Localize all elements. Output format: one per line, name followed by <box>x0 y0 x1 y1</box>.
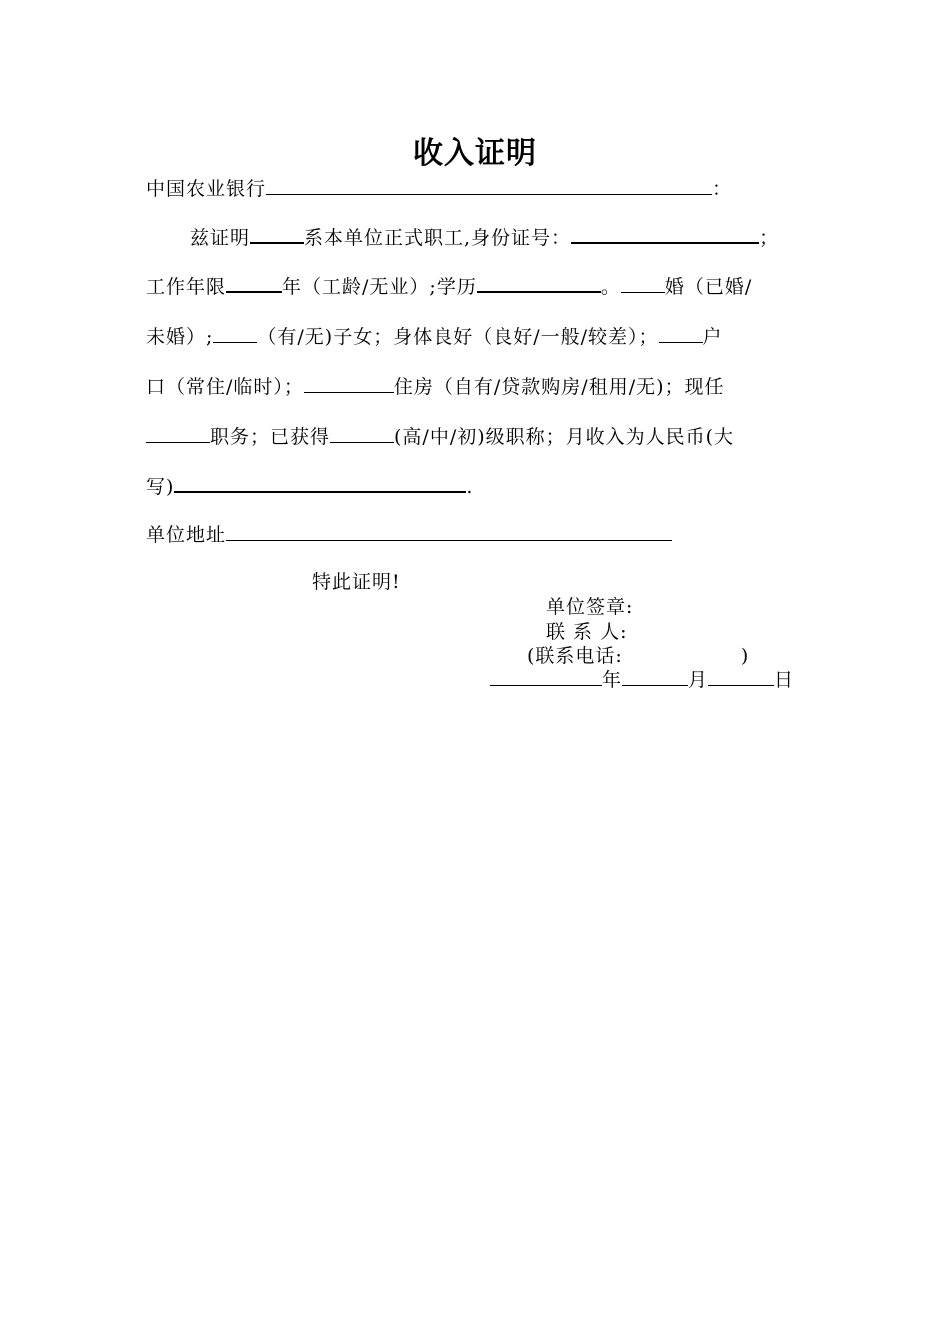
household-label: 户 <box>702 326 723 348</box>
document-title: 收入证明 <box>413 136 537 171</box>
address-blank[interactable] <box>226 522 672 541</box>
income-text: (高/中/初)级职称；月收入为人民币(大 <box>394 426 735 448</box>
year-blank[interactable] <box>490 667 602 686</box>
employee-text: 系本单位正式职工,身份证号： <box>304 227 572 249</box>
contact-label: 联 系 人: <box>546 621 628 643</box>
paragraph-line-3 <box>146 322 723 349</box>
month-blank[interactable] <box>622 667 688 686</box>
paragraph-line-1 <box>190 223 779 250</box>
certify-text: 兹证明 <box>190 227 251 249</box>
paragraph-line-5 <box>146 422 734 449</box>
marital-label: 婚（已婚/ <box>664 276 753 298</box>
phone-label: (联系电话: <box>527 645 623 667</box>
paragraph-line-2 <box>146 272 752 299</box>
work-years-blank[interactable] <box>226 273 282 293</box>
paragraph-line-4 <box>146 372 725 399</box>
employee-name-blank[interactable] <box>250 224 304 244</box>
day-blank[interactable] <box>708 667 774 686</box>
household-blank[interactable] <box>659 324 703 343</box>
period-text: 。 <box>600 276 621 298</box>
children-health-text: （有/无)子女；身体良好（良好/一般/较差）； <box>257 326 659 348</box>
capital-text: 写) <box>146 476 175 498</box>
residence-type-text: 口（常住/临时）； <box>146 376 304 398</box>
end-dot: . <box>466 476 474 498</box>
position-blank[interactable] <box>146 424 210 443</box>
housing-text: 住房（自有/贷款购房/租用/无)；现任 <box>393 376 725 398</box>
bank-branch-blank[interactable] <box>266 176 712 195</box>
closing-text: 特此证明! <box>312 571 401 593</box>
bank-colon: ： <box>712 178 733 200</box>
phone-close: ) <box>740 645 750 667</box>
bank-line <box>146 174 732 201</box>
id-number-blank[interactable] <box>571 224 759 244</box>
year-label: 年 <box>602 669 623 691</box>
title-level-blank[interactable] <box>330 424 394 443</box>
position-text: 职务；已获得 <box>210 426 331 448</box>
education-blank[interactable] <box>477 273 601 293</box>
date-line <box>490 665 794 692</box>
housing-blank[interactable] <box>304 374 394 393</box>
bank-label: 中国农业银行 <box>146 178 267 200</box>
seal-label: 单位签章: <box>546 596 634 618</box>
education-label: 年（工龄/无业）;学历 <box>282 276 477 298</box>
address-label: 单位地址 <box>146 524 227 546</box>
semicolon-text: ； <box>759 227 780 249</box>
paragraph-line-6 <box>146 472 473 499</box>
address-line <box>146 520 672 547</box>
phone-line <box>527 641 749 668</box>
income-amount-blank[interactable] <box>174 473 466 493</box>
unmarried-text: 未婚）; <box>146 326 214 348</box>
marital-status-blank[interactable] <box>621 274 665 293</box>
children-blank[interactable] <box>213 324 257 343</box>
work-years-label: 工作年限 <box>146 276 227 298</box>
day-label: 日 <box>774 669 795 691</box>
month-label: 月 <box>688 669 709 691</box>
